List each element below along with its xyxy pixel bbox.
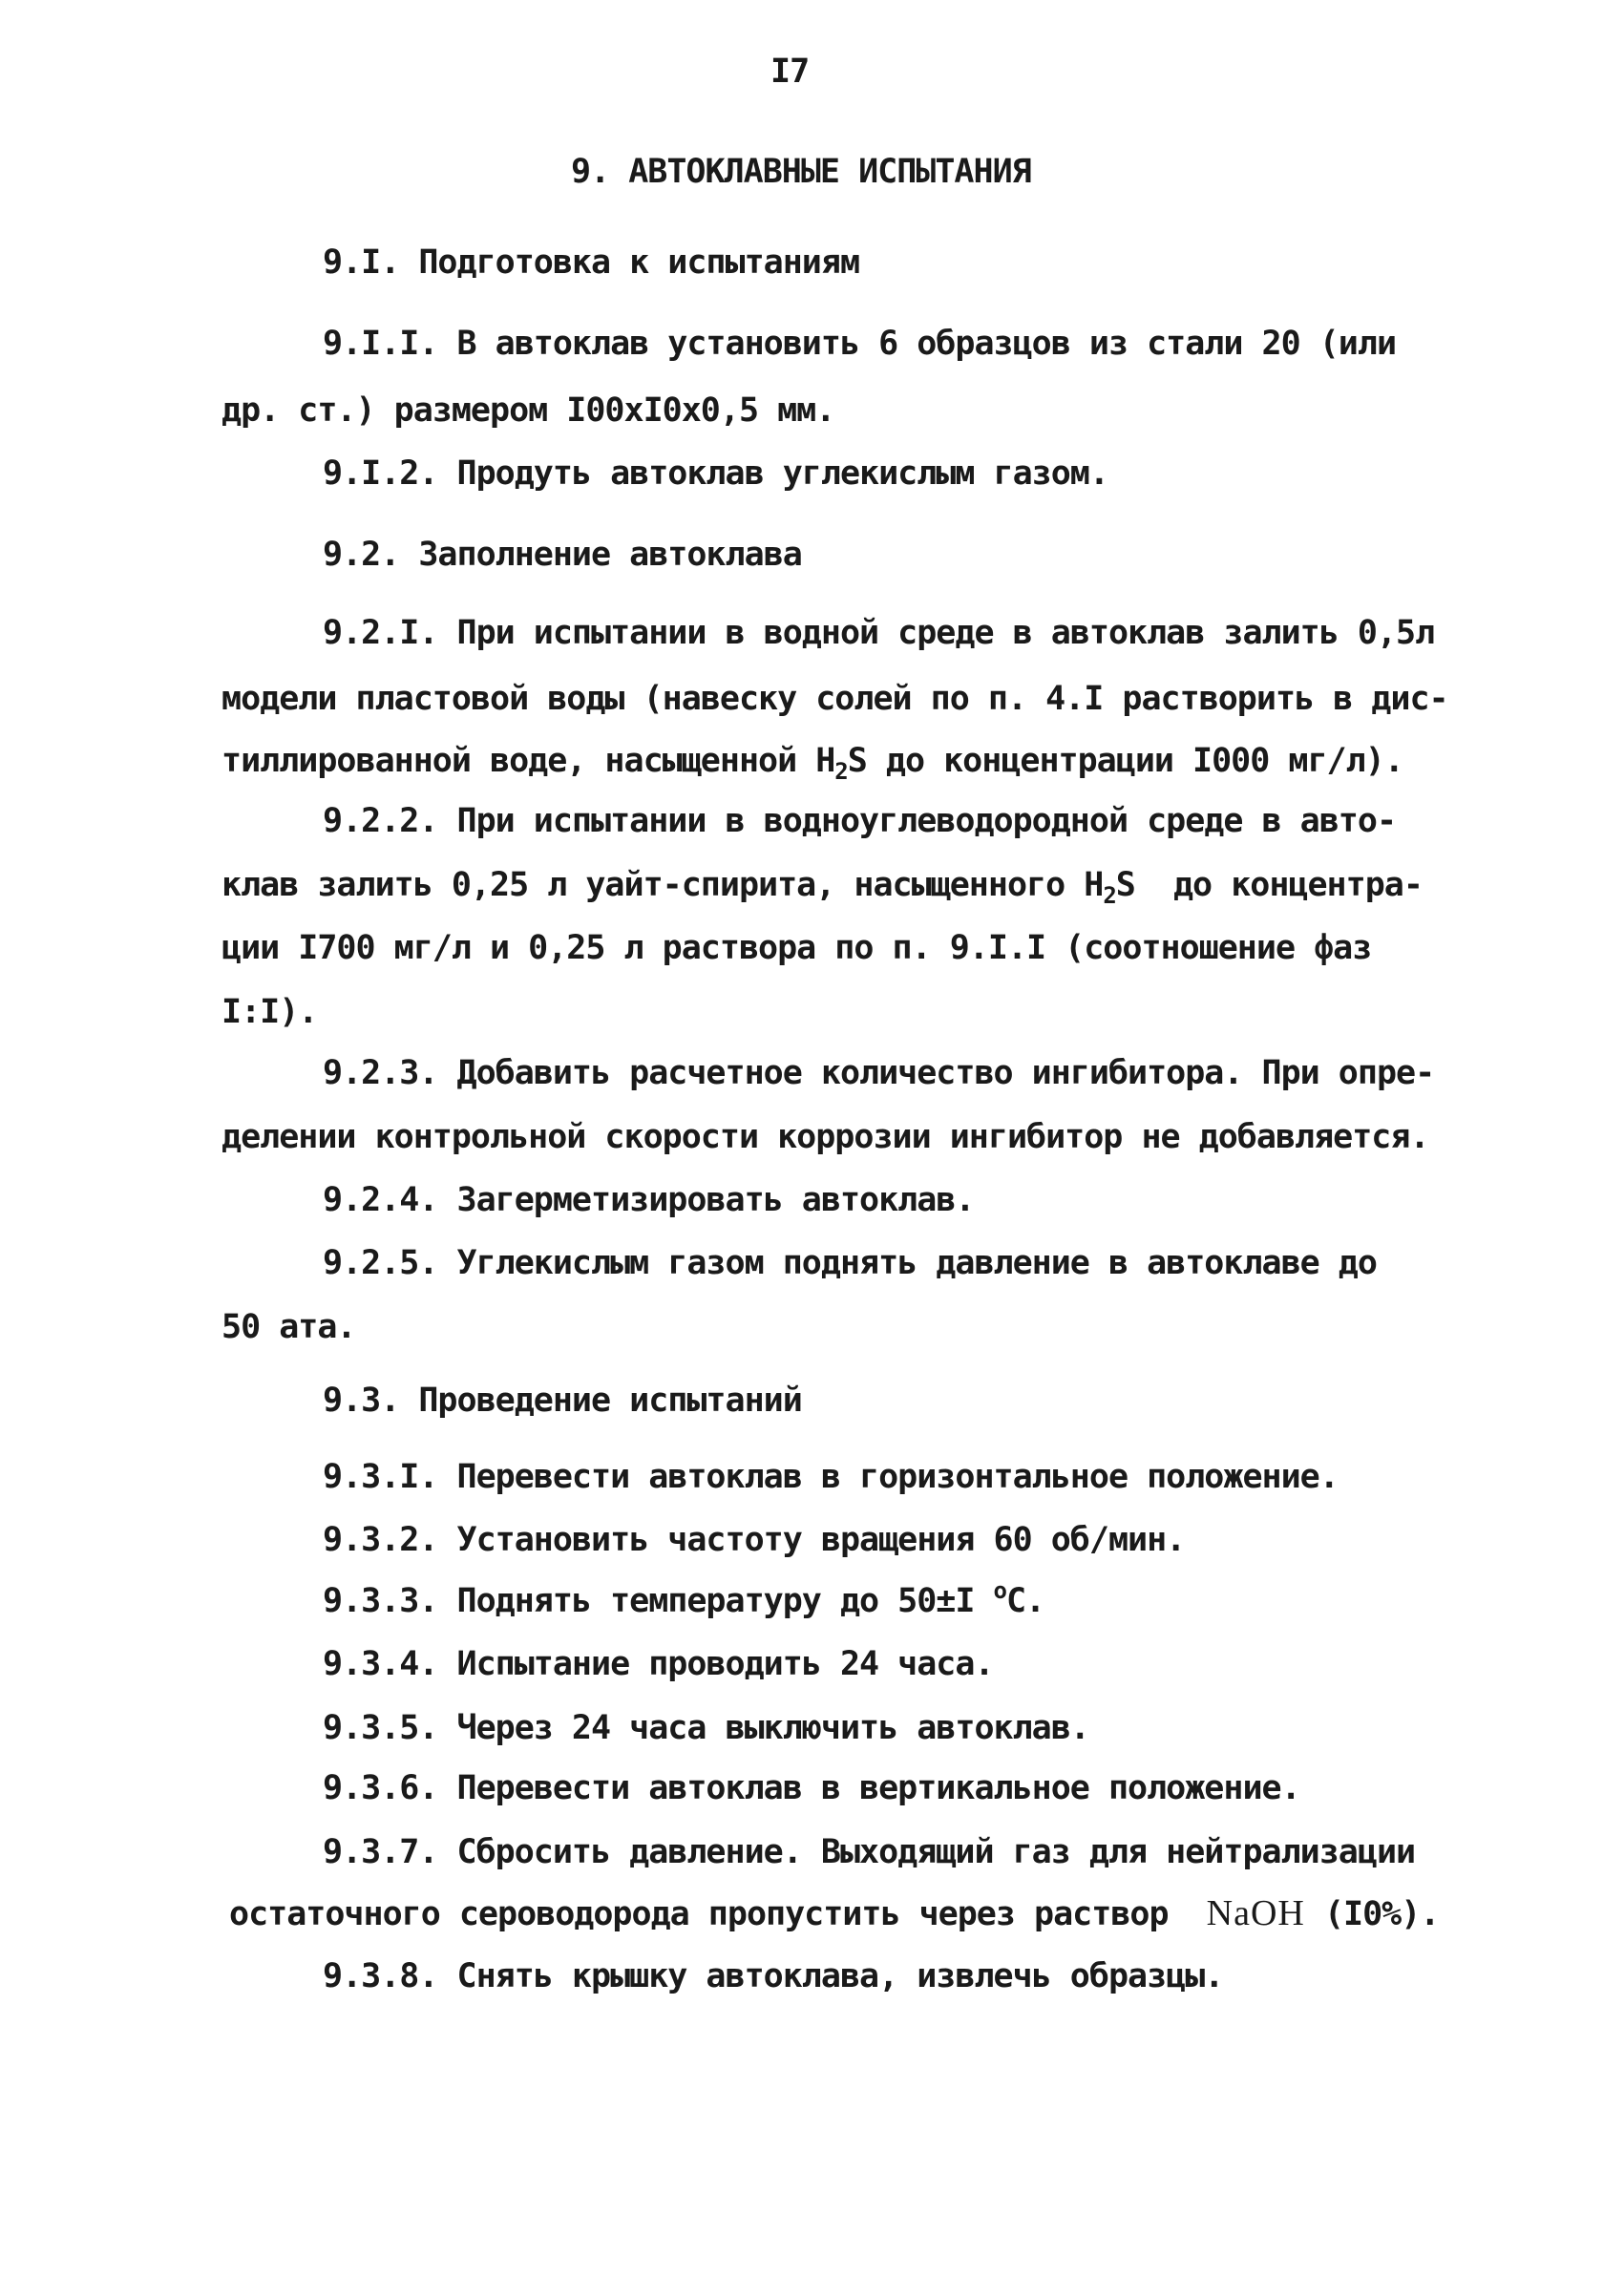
paragraph-9-2-5-line-1: 9.2.5. Углекислым газом поднять давление в автоклаве до [323,1244,1377,1282]
page-number: I7 [770,53,810,91]
paragraph-9-2-2-line-2: клав залить 0,25 л уайт-спирита, насыщенного $H_2S$ до концентра- [221,866,1423,909]
paragraph-9-3-2: 9.3.2. Установить частоту вращения 60 об/мин. [323,1521,1186,1559]
paragraph-9-3-6: 9.3.6. Перевести автоклав в вертикальное положение. [323,1769,1300,1807]
handwritten-naoh: NaOH [1206,1893,1305,1933]
paragraph-9-2-3-line-1: 9.2.3. Добавить расчетное количество ингибитора. При опре- [323,1054,1435,1092]
paragraph-9-3-1: 9.3.I. Перевести автоклав в горизонтальное положение. [323,1458,1339,1496]
chapter-title: 9. АВТОКЛАВНЫЕ ИСПЫТАНИЯ [571,153,1031,191]
paragraph-9-2-1-line-1: 9.2.I. При испытании в водной среде в автоклав залить 0,5л [323,614,1435,652]
paragraph-9-2-5-line-2: 50 ата. [221,1308,356,1346]
paragraph-9-2-2-line-4: I:I). [221,993,318,1031]
paragraph-9-3-7-line-2: остаточного сероводорода пропустить через раствор NaOH (I0%). [229,1893,1440,1933]
paragraph-9-1-1-line-1: 9.I.I. В автоклав установить 6 образцов из стали 20 (или [323,325,1397,363]
paragraph-9-3-8: 9.3.8. Снять крышку автоклава, извлечь образцы. [323,1957,1224,1995]
paragraph-9-1-1-line-2: др. ст.) размером I00xI0x0,5 мм. [221,391,835,430]
section-heading-9-1: 9.I. Подготовка к испытаниям [323,243,860,282]
paragraph-9-3-5: 9.3.5. Через 24 часа выключить автоклав. [323,1709,1089,1747]
paragraph-9-2-2-line-1: 9.2.2. При испытании в водноуглеводородной среде в авто- [323,802,1397,840]
paragraph-9-3-7-line-1: 9.3.7. Сбросить давление. Выходящий газ для нейтрализации [323,1833,1416,1871]
paragraph-9-2-3-line-2: делении контрольной скорости коррозии ингибитор не добавляется. [221,1118,1429,1156]
paragraph-9-2-4: 9.2.4. Загерметизировать автоклав. [323,1181,975,1219]
paragraph-9-1-2: 9.I.2. Продуть автоклав углекислым газом. [323,454,1108,493]
section-heading-9-2: 9.2. Заполнение автоклава [323,536,802,574]
paragraph-9-2-1-line-2: модели пластовой воды (навеску солей по п. 4.I растворить в дис- [221,680,1448,718]
paragraph-9-2-2-line-3: ции I700 мг/л и 0,25 л раствора по п. 9.I.I (соотношение фаз [221,929,1372,967]
paragraph-9-2-1-line-3: тиллированной воде, насыщенной $H_2S$ до концентрации I000 мг/л). [221,742,1403,785]
paragraph-9-3-4: 9.3.4. Испытание проводить 24 часа. [323,1645,994,1683]
paragraph-9-3-3: 9.3.3. Поднять температуру до 50±I $^o$C. [323,1577,1045,1620]
section-heading-9-3: 9.3. Проведение испытаний [323,1382,802,1420]
